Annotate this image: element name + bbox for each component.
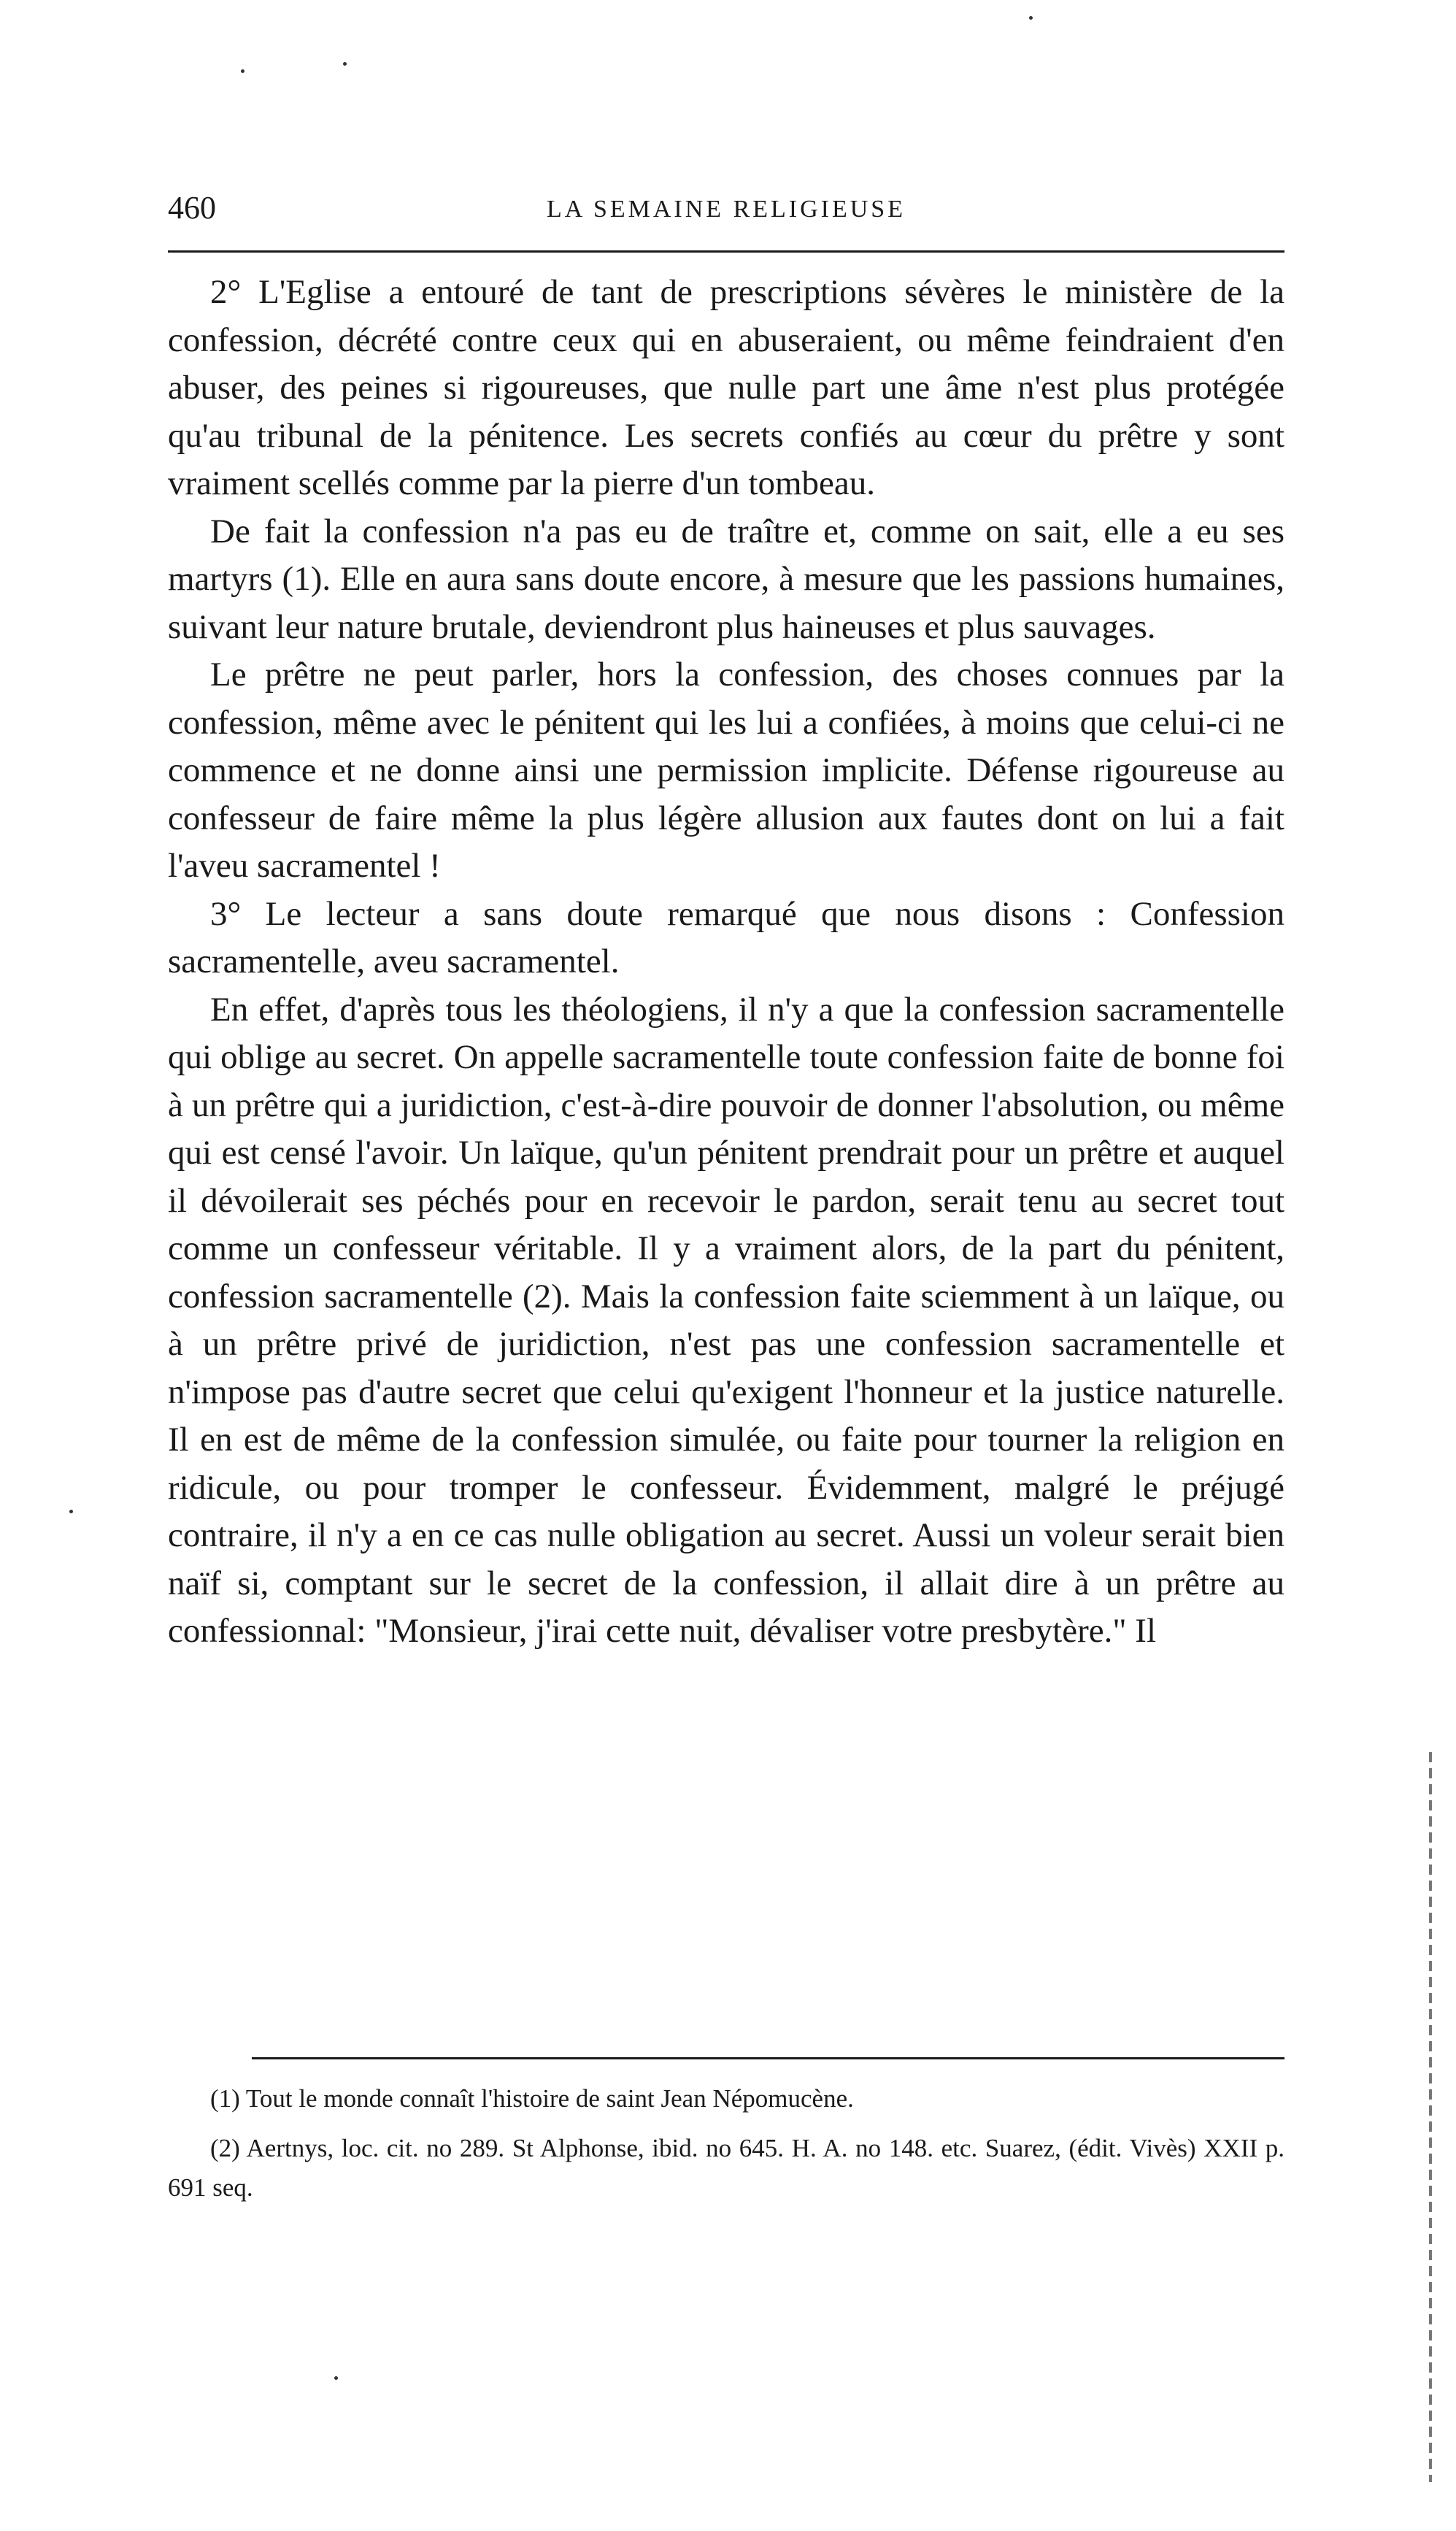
scan-speck	[241, 69, 244, 73]
paragraph: De fait la confession n'a pas eu de traître et, comme on sait, elle a eu ses martyrs (1). Elle en aura sans doute encore, à mesure que les passions humaines, suivant leur nature brutale, deviendront plus haineuses et plus sauvages.	[168, 512, 1284, 646]
footnote: (2) Aertnys, loc. cit. no 289. St Alphonse, ibid. no 645. H. A. no 148. etc. Suarez, (édit. Vivès) XXII p. 691 seq.	[168, 2134, 1284, 2202]
footnotes	[168, 2079, 1284, 2218]
scan-speck	[343, 62, 347, 66]
paragraph: Le prêtre ne peut parler, hors la confession, des choses connues par la confession, même avec le pénitent qui les lui a confiées, à moins que celui-ci ne commence et ne donne ainsi une permission implicite. Défense rigoureuse au confesseur de faire même la plus légère allusion aux fautes dont on lui a fait l'aveu sacramentel !	[168, 656, 1284, 885]
scan-speck	[334, 2376, 338, 2380]
paragraph: 3° Le lecteur a sans doute remarqué que nous disons : Confession sacramentelle, aveu sacramentel.	[168, 894, 1284, 980]
header-rule	[168, 250, 1284, 253]
running-head: LA SEMAINE RELIGIEUSE	[547, 196, 906, 223]
scan-speck	[1029, 16, 1033, 20]
scan-speck	[69, 1510, 73, 1513]
page-number: 460	[168, 190, 216, 226]
paragraph: En effet, d'après tous les théologiens, il n'y a que la confession sacramentelle qui oblige au secret. On appelle sacramentelle toute confession faite de bonne foi à un prêtre qui a juridiction, c'est-à-dire pouvoir de donner l'absolution, ou même qui est censé l'avoir. Un laïque, qu'un pénitent prendrait pour un prêtre et auquel il dévoilerait ses péchés pour en recevoir le pardon, serait tenu au secret tout comme un confesseur véritable. Il y a vraiment alors, de la part du pénitent, confession sacramentelle (2). Mais la confession faite sciemment à un laïque, ou à un prêtre privé de juridiction, n'est pas une confession sacramentelle et n'impose pas d'autre secret que celui qu'exigent l'honneur et la justice naturelle. Il en est de même de la confession simulée, ou faite pour tourner la religion en ridicule, ou pour tromper le confesseur. Évidemment, malgré le préjugé contraire, il n'y a en ce cas nulle obligation au secret. Aussi un voleur serait bien naïf si, comptant sur le secret de la confession, il allait dire à un prêtre au confessionnal: "Monsieur, j'irai cette nuit, dévaliser votre presbytère." Il	[168, 990, 1284, 1650]
footnote-rule	[252, 2057, 1284, 2059]
body-text	[168, 269, 1284, 1656]
paragraph: 2° L'Eglise a entouré de tant de prescriptions sévères le ministère de la confession, décrété contre ceux qui en abuseraient, ou même feindraient d'en abuser, des peines si rigoureuses, que nulle part une âme n'est plus protégée qu'au tribunal de la pénitence. Les secrets confiés au cœur du prêtre y sont vraiment scellés comme par la pierre d'un tombeau.	[168, 273, 1284, 502]
page-header	[168, 186, 1284, 237]
footnote: (1) Tout le monde connaît l'histoire de saint Jean Népomucène.	[210, 2084, 854, 2113]
scan-edge-artifact	[1429, 1752, 1432, 2482]
